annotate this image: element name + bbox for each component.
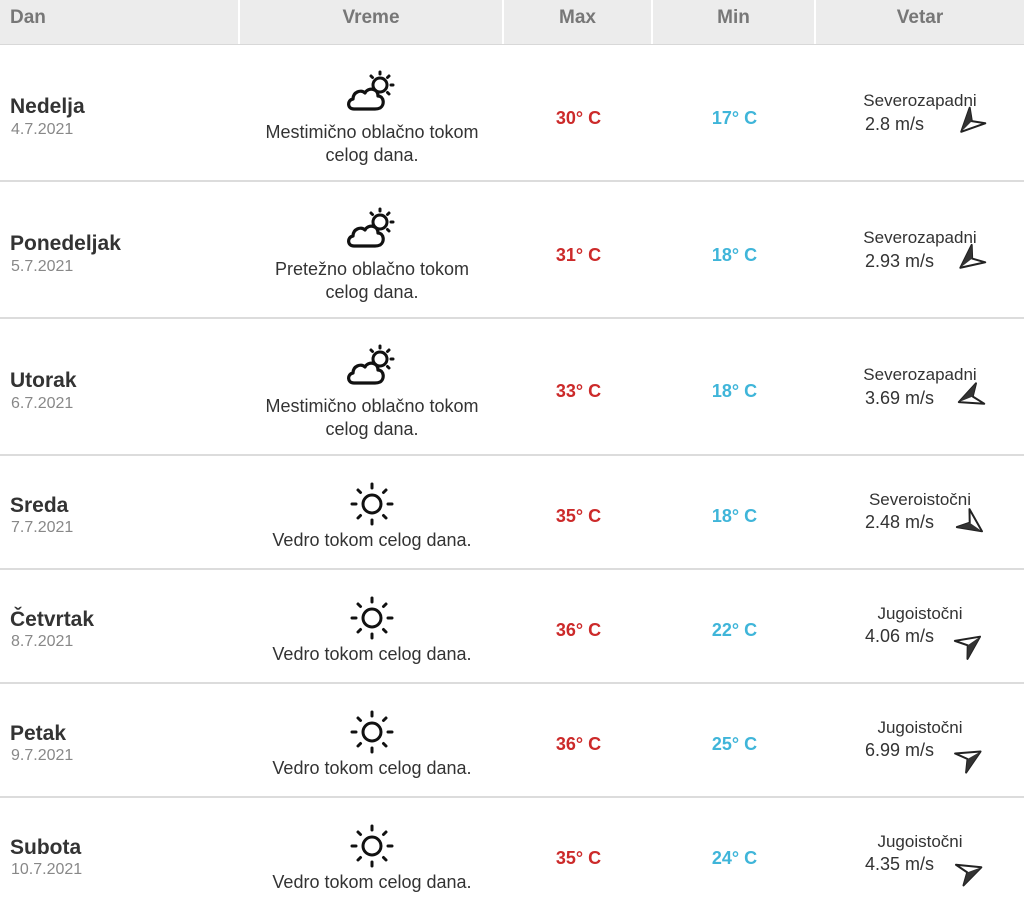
header-max[interactable]: Max (504, 0, 653, 44)
wind-cell (816, 570, 1024, 682)
min-cell (653, 684, 816, 796)
wind-cell (816, 456, 1024, 568)
day-name: Četvrtak (10, 608, 95, 631)
min-cell (653, 182, 816, 317)
day-date: 6.7.2021 (11, 395, 74, 412)
min-temp: 25° C (711, 734, 758, 754)
wind-arrow-northeast-icon (952, 504, 994, 546)
wind-arrow-southeast-icon (951, 737, 992, 778)
day-cell (0, 684, 240, 796)
wind-speed: 2.48 m/s (865, 512, 935, 532)
forecast-row[interactable] (0, 45, 1024, 182)
weather-description-line1: Vedro tokom celog dana. (272, 872, 472, 892)
forecast-row[interactable] (0, 798, 1024, 911)
weather-description (240, 871, 504, 894)
sun-icon (344, 708, 400, 756)
wind-speed: 3.69 m/s (865, 388, 935, 408)
day-date: 8.7.2021 (11, 633, 74, 650)
wind-direction: Jugoistočni (877, 718, 963, 737)
day-cell (0, 182, 240, 317)
sun-icon (344, 480, 400, 528)
max-cell (504, 570, 653, 682)
weather-description (240, 121, 504, 167)
max-temp: 35° C (555, 506, 602, 526)
max-cell (504, 684, 653, 796)
header-vreme[interactable]: Vreme (240, 0, 504, 44)
max-temp: 30° C (555, 108, 602, 128)
day-name: Ponedeljak (10, 232, 121, 255)
day-name: Sreda (10, 494, 69, 517)
min-cell (653, 798, 816, 911)
max-temp: 36° C (555, 620, 602, 640)
weather-description-line1: Vedro tokom celog dana. (272, 644, 472, 664)
wind-direction: Jugoistočni (877, 832, 963, 851)
weather-cell (240, 570, 504, 682)
wind-cell (816, 684, 1024, 796)
day-cell (0, 570, 240, 682)
wind-speed: 4.35 m/s (865, 854, 935, 874)
weather-cell (240, 798, 504, 911)
min-temp: 17° C (711, 108, 758, 128)
min-temp: 18° C (711, 506, 758, 526)
day-date: 4.7.2021 (11, 121, 74, 138)
day-cell (0, 798, 240, 911)
partly-cloudy-icon (344, 69, 400, 117)
forecast-row[interactable] (0, 684, 1024, 798)
wind-direction: Severoistočni (868, 490, 972, 509)
wind-speed: 6.99 m/s (865, 740, 935, 760)
wind-cell (816, 45, 1024, 180)
weather-description-line1: Vedro tokom celog dana. (272, 758, 472, 778)
min-temp: 24° C (711, 848, 758, 868)
sun-icon (344, 594, 400, 642)
max-cell (504, 319, 653, 454)
weather-description-line1: Pretežno oblačno tokom (274, 259, 470, 279)
max-cell (504, 45, 653, 180)
weather-cell (240, 45, 504, 180)
partly-cloudy-icon (344, 206, 400, 254)
wind-direction: Severozapadni (863, 365, 977, 384)
min-cell (653, 456, 816, 568)
header-vetar[interactable]: Vetar (896, 7, 944, 28)
weather-description-line1: Vedro tokom celog dana. (272, 530, 472, 550)
wind-cell (816, 798, 1024, 911)
min-temp: 22° C (711, 620, 758, 640)
wind-speed: 2.8 m/s (865, 114, 925, 134)
weather-description-line2: celog dana. (325, 419, 419, 439)
min-cell (653, 570, 816, 682)
weather-description (240, 529, 504, 552)
max-temp: 31° C (555, 245, 602, 265)
min-temp: 18° C (711, 381, 758, 401)
day-date: 7.7.2021 (11, 519, 74, 536)
wind-direction: Severozapadni (863, 91, 977, 110)
max-cell (504, 182, 653, 317)
weather-description-line2: celog dana. (325, 282, 419, 302)
wind-arrow-southeast-icon (950, 622, 992, 664)
weather-description-line1: Mestimično oblačno tokom (265, 396, 479, 416)
min-cell (653, 45, 816, 180)
header-min[interactable]: Min (653, 0, 816, 44)
forecast-row[interactable] (0, 456, 1024, 570)
max-temp: 35° C (555, 848, 602, 868)
max-cell (504, 798, 653, 911)
day-name: Petak (10, 722, 67, 745)
forecast-row[interactable] (0, 182, 1024, 319)
wind-cell (816, 182, 1024, 317)
header-dan[interactable]: Dan (0, 0, 240, 44)
forecast-row[interactable] (0, 570, 1024, 684)
forecast-row[interactable] (0, 319, 1024, 456)
day-name: Utorak (10, 369, 77, 392)
day-name: Subota (10, 836, 82, 859)
day-name: Nedelja (10, 95, 85, 118)
weather-description (240, 643, 504, 666)
max-temp: 33° C (555, 381, 602, 401)
wind-speed: 4.06 m/s (865, 626, 935, 646)
max-temp: 36° C (555, 734, 602, 754)
wind-cell (816, 319, 1024, 454)
wind-speed: 2.93 m/s (865, 251, 935, 271)
weather-description-line2: celog dana. (325, 145, 419, 165)
weather-description (240, 258, 504, 304)
day-cell (0, 456, 240, 568)
table-header (0, 0, 1024, 45)
weather-cell (240, 456, 504, 568)
day-cell (0, 45, 240, 180)
sun-icon (344, 822, 400, 870)
weather-cell (240, 319, 504, 454)
weather-description (240, 395, 504, 441)
wind-direction: Severozapadni (863, 228, 977, 247)
wind-direction: Jugoistočni (877, 604, 963, 623)
day-date: 10.7.2021 (11, 861, 83, 878)
weather-description-line1: Mestimično oblačno tokom (265, 122, 479, 142)
wind-arrow-southeast-icon (952, 852, 990, 890)
day-cell (0, 319, 240, 454)
weather-cell (240, 684, 504, 796)
max-cell (504, 456, 653, 568)
day-date: 9.7.2021 (11, 747, 74, 764)
weather-cell (240, 182, 504, 317)
day-date: 5.7.2021 (11, 258, 74, 275)
partly-cloudy-icon (344, 343, 400, 391)
weather-description (240, 757, 504, 780)
min-temp: 18° C (711, 245, 758, 265)
min-cell (653, 319, 816, 454)
